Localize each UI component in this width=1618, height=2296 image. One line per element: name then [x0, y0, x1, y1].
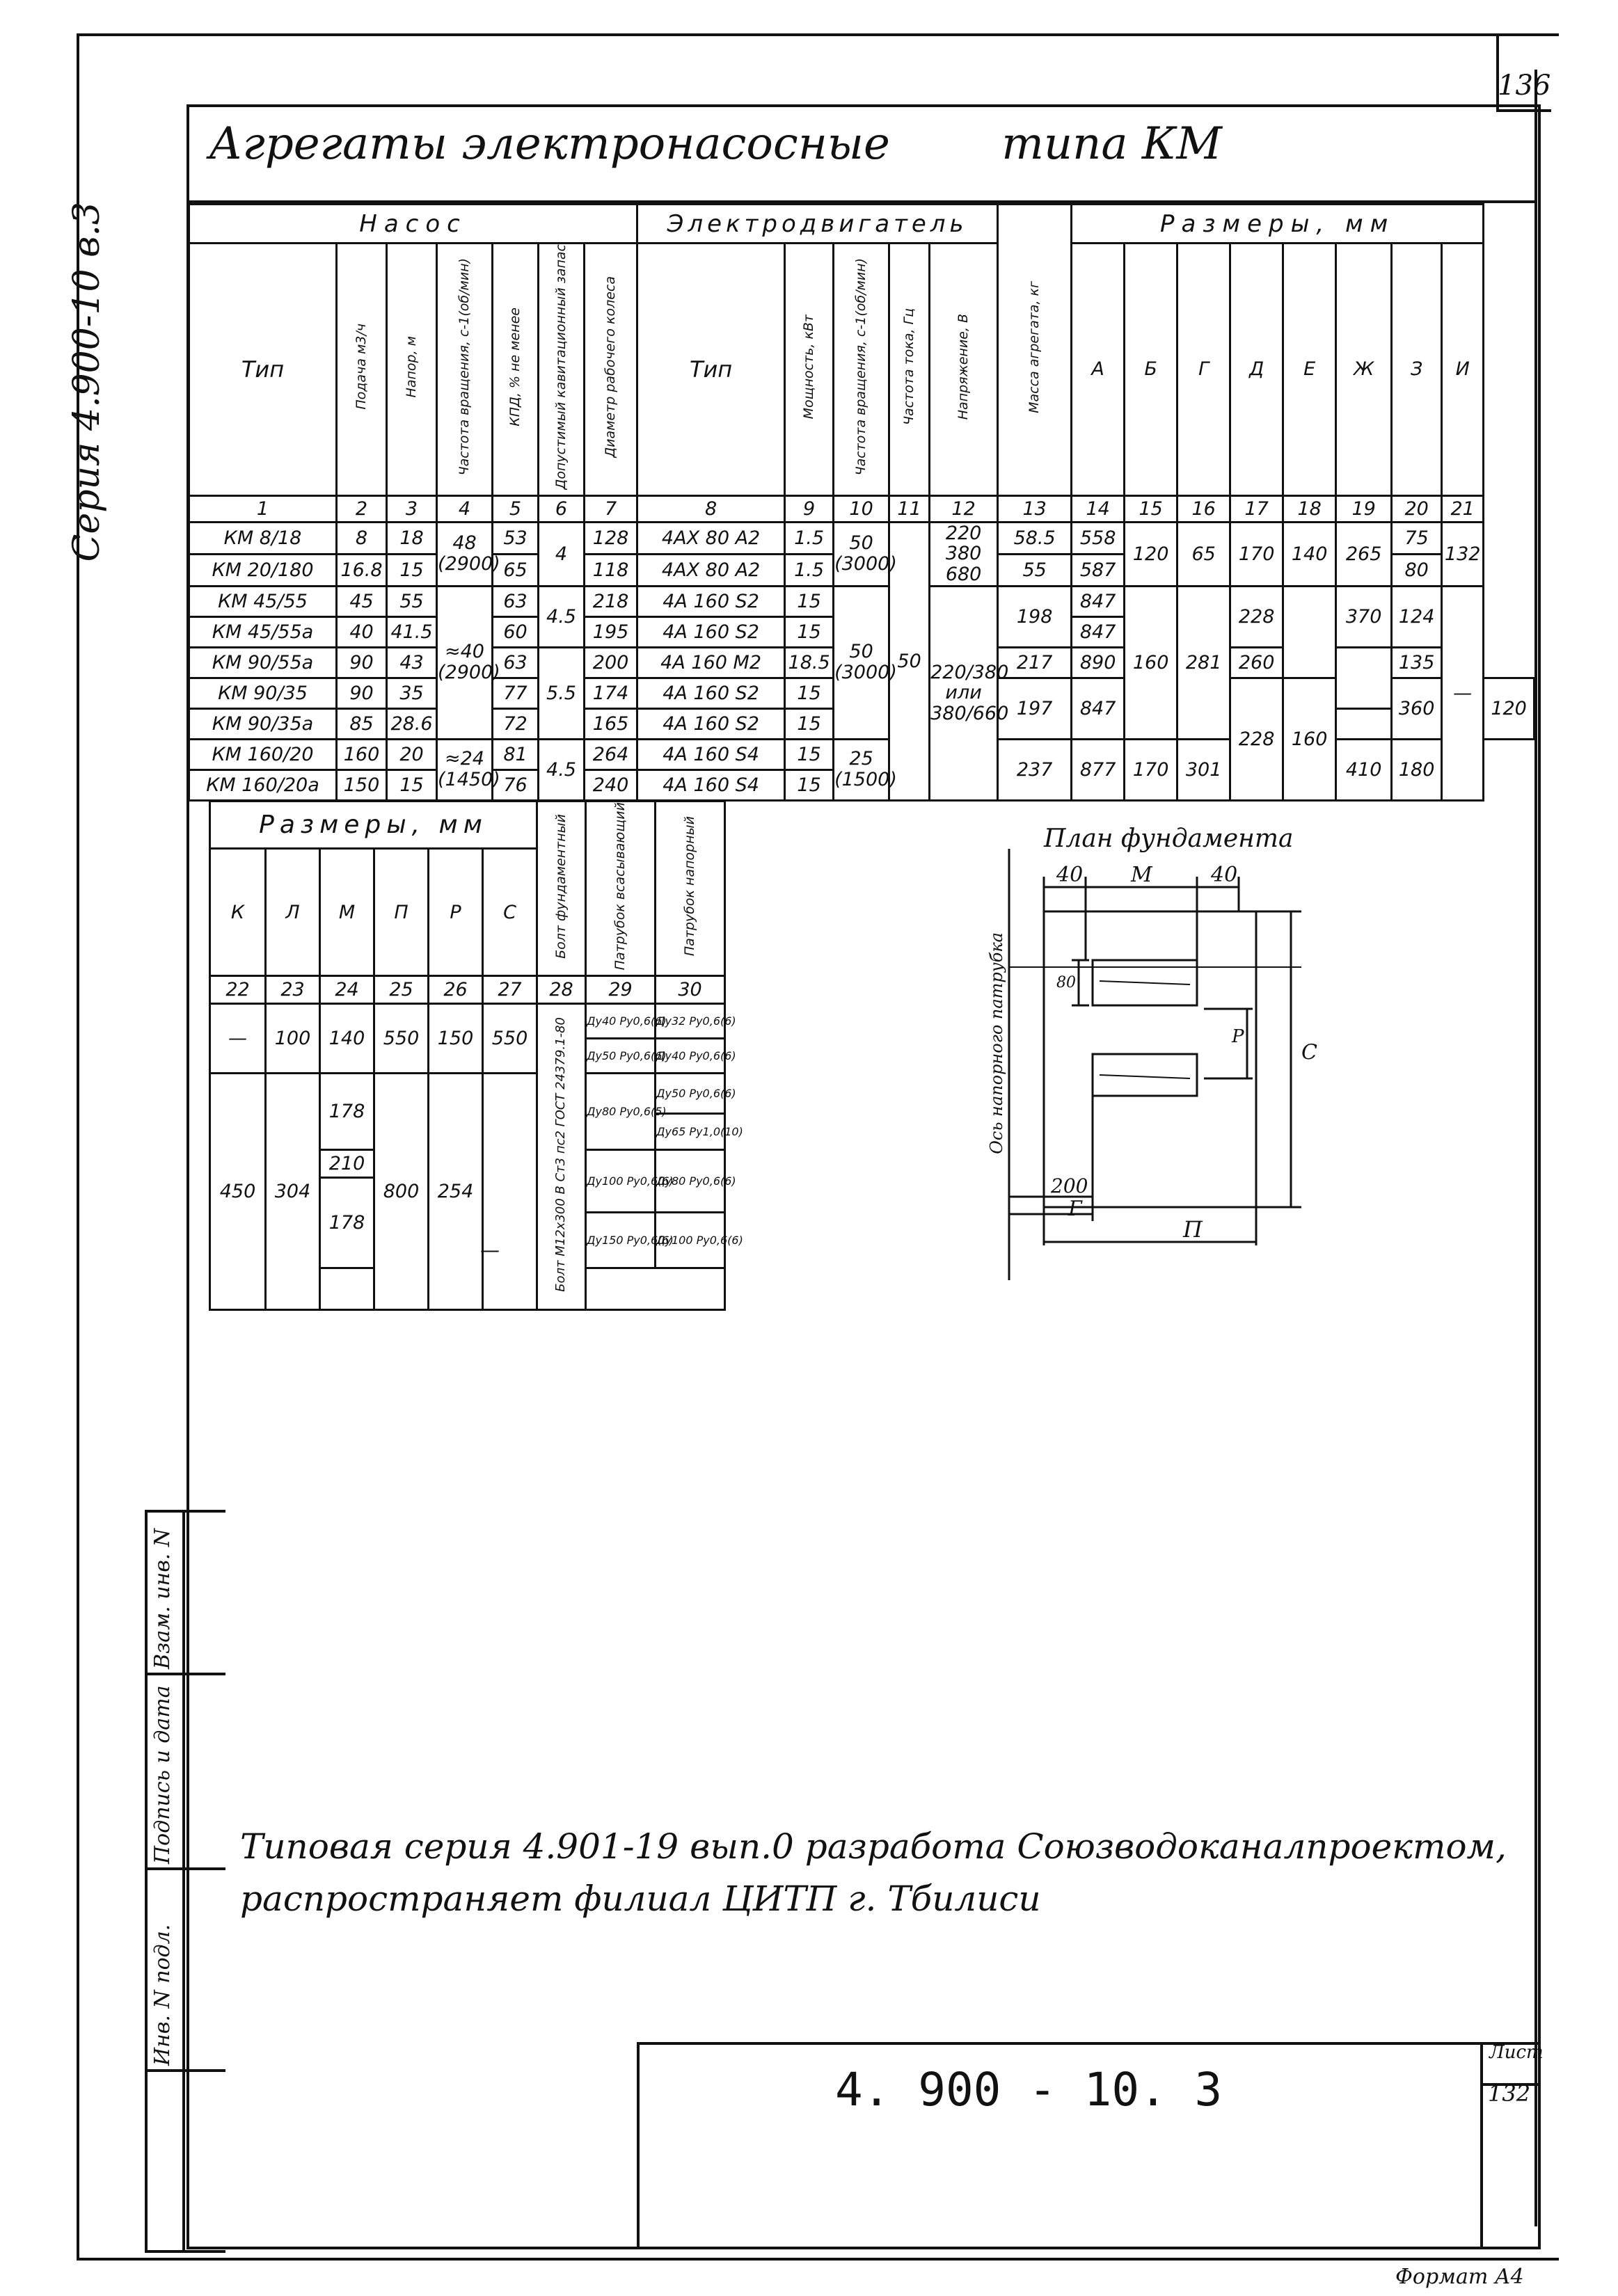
table-row: Ду50 Ру0,6(6) Ду40 Ру0,6(6)	[210, 1039, 725, 1074]
note-line-2: распространяет филиал ЦИТП г. Тбилиси	[240, 1879, 1041, 1919]
dim-g: Г	[1068, 1197, 1082, 1221]
top-border-line	[77, 33, 1559, 36]
h-freq: Частота вращения, с-1(об/мин)	[437, 244, 493, 496]
bolt-cell: Болт М12x300 В Ст3 пс2 ГОСТ 24379.1-80	[537, 1004, 586, 1310]
h-E: Е	[1283, 244, 1336, 496]
table-row: КМ 8/18 8 18 48 (2900) 53 4 128 4АХ 80 А2 1.5 50 (3000) 50 220 380 680 58.5 558 120 65 170 140 265 75 132	[189, 522, 1534, 554]
table-row: Ду150 Ру0,6(6) Ду100 Ру0,6(6)	[210, 1213, 725, 1234]
side-stamp	[145, 1510, 225, 2253]
group-dims: Размеры, мм	[1072, 205, 1484, 244]
column-numbers-row: 1 2 3 4 5 6 7 8 9 10 11 12 13 14 15 16 17 18 19 20 21	[189, 495, 1534, 522]
h-A: А	[1072, 244, 1125, 496]
h-mass: Масса агрегата, кг	[998, 205, 1072, 496]
h-I: И	[1442, 244, 1484, 496]
h-S: С	[483, 848, 537, 976]
table-row: КМ 90/35а 85 28.6 72 165 4А 160 S2 15	[189, 708, 1534, 739]
sheet-label: Лист	[1489, 2042, 1544, 2063]
corner-sheet-number: 136	[1498, 70, 1551, 102]
table-row: КМ 160/20а 150 15 76 240 4А 160 S4 15	[189, 770, 1534, 800]
h-power: Мощность, кВт	[785, 244, 834, 496]
note-line-1: Типовая серия 4.901-19 вып.0 разработа Союзводоканалпроектом,	[240, 1826, 1507, 1867]
series-side-label: Серия 4.900-10 в.3	[66, 202, 108, 562]
sizes-group: Размеры, мм	[210, 802, 537, 849]
h-voltage: Напряжение, В	[930, 244, 998, 496]
dim-40-left: 40	[1056, 863, 1084, 887]
h-suction: Патрубок всасывающий	[586, 802, 656, 976]
h-R: Р	[429, 848, 483, 976]
h-pressure: Патрубок напорный	[656, 802, 725, 976]
table-row: КМ 45/55а 40 41.5 60 195 4А 160 S2 15 847	[189, 616, 1534, 647]
sheet-number: 132	[1488, 2080, 1531, 2107]
dim-40-right: 40	[1211, 863, 1238, 887]
h-cav: Допустимый кавитационный запас	[539, 244, 585, 496]
aggregates-table	[188, 203, 1535, 802]
h-ZH: Ж	[1336, 244, 1392, 496]
h-D: Д	[1230, 244, 1283, 496]
table-row: КМ 160/20 160 20 ≈24 (1450) 81 4.5 264 4А 160 S4 15 25 (1500) 237 877 170 301 410 180	[189, 739, 1534, 770]
sizes-table	[209, 800, 743, 1311]
title-right: типа КМ	[1001, 118, 1222, 170]
h-flow: Подача м3/ч	[337, 244, 387, 496]
stamp-inv-orig: Инв. N подл.	[150, 1924, 175, 2066]
table-row: 450 304 178 800 254 Ду80 Ру0,6(5) Ду50 Ру0,6(6)	[210, 1074, 725, 1114]
axis-label: Ось напорного патрубка	[987, 932, 1006, 1154]
h-B: Б	[1125, 244, 1177, 496]
table-row: 210 Ду100 Ру0,6(6) Ду80 Ру0,6(6)	[210, 1150, 725, 1178]
h-kpd: КПД, % не менее	[493, 244, 539, 496]
dim-r: Р	[1232, 1026, 1244, 1047]
dim-s: С	[1301, 1040, 1317, 1065]
stamp-sign-date: Подпись и дата	[150, 1685, 175, 1864]
format-label: Формат А4	[1395, 2265, 1524, 2289]
S-dash: —	[480, 1238, 500, 1261]
table-row: КМ 90/55а 90 43 63 5.5 200 4А 160 М2 18.5 217 890 260 135	[189, 647, 1534, 678]
title-left: Агрегаты электронасосные	[209, 118, 890, 170]
h-diam: Диаметр рабочего колеса	[585, 244, 637, 496]
table-row: — 100 140 550 150 550 Болт М12x300 В Ст3 пс2 ГОСТ 24379.1-80 Ду40 Ру0,6(6) Ду32 Ру0,6(6)	[210, 1004, 725, 1039]
group-pump: Насос	[189, 205, 637, 244]
h-G: Г	[1177, 244, 1230, 496]
foundation-plan-diagram	[974, 849, 1392, 1280]
table-row: Ду65 Ру1,0(10)	[210, 1114, 725, 1150]
h-mtype: Тип	[637, 244, 785, 496]
dim-m: М	[1131, 863, 1152, 887]
foundation-title: План фундамента	[1044, 824, 1294, 853]
h-L: Л	[266, 848, 320, 976]
table-row: КМ 20/180 16.8 15 65 118 4АХ 80 А2 1.5 55 587 80	[189, 554, 1534, 586]
h-type: Тип	[189, 244, 337, 496]
dim-p: П	[1183, 1216, 1203, 1243]
h-Z: З	[1392, 244, 1442, 496]
table-row: КМ 90/35 90 35 77 174 4А 160 S2 15 197 847 228 160 360 120	[189, 678, 1534, 708]
h-K: К	[210, 848, 266, 976]
bottom-border-line	[77, 2258, 1559, 2261]
h-head: Напор, м	[387, 244, 437, 496]
stamp-replace: Взам. инв. N	[150, 1528, 175, 1669]
dim-80: 80	[1056, 974, 1076, 991]
h-netfreq: Частота тока, Гц	[889, 244, 930, 496]
table-row: 178	[210, 1178, 725, 1213]
h-bolt: Болт фундаментный	[537, 802, 586, 976]
dim-200: 200	[1051, 1174, 1088, 1197]
h-P: П	[374, 848, 429, 976]
column-numbers-row-2: 22 23 24 25 26 27 28 29 30	[210, 976, 725, 1004]
group-motor: Электродвигатель	[637, 205, 998, 244]
page-title	[209, 118, 1222, 170]
h-mfreq: Частота вращения, с-1(об/мин)	[834, 244, 889, 496]
foundation-slab	[1044, 911, 1256, 1207]
h-M: М	[320, 848, 374, 976]
document-code: 4. 900 - 10. 3	[835, 2063, 1223, 2116]
table-row: КМ 45/55 45 55 ≈40 (2900) 63 4.5 218 4А 160 S2 15 50 (3000) 220/380 или 380/660 198 847 160 281 228 370 124 —	[189, 586, 1534, 616]
